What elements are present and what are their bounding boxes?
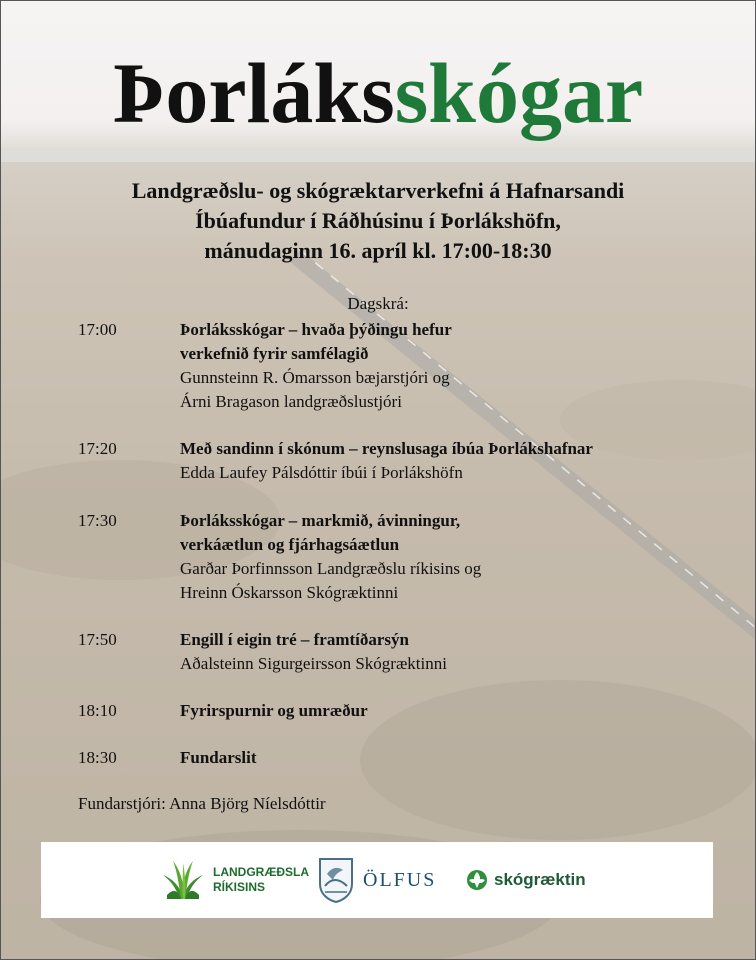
olfus-logo	[317, 842, 436, 918]
agenda-topic: Fyrirspurnir og umræður	[180, 701, 368, 720]
agenda-time: 17:30	[78, 511, 117, 530]
agenda-content	[180, 628, 700, 676]
agenda-topic: verkefnið fyrir samfélagið	[180, 344, 369, 363]
agenda-content	[180, 437, 700, 485]
subtitle-line-2: Íbúafundur í Ráðhúsinu í Þorlákshöfn,	[195, 208, 561, 233]
landgraedsla-line-1: LANDGRÆÐSLA	[213, 865, 309, 879]
agenda-content	[180, 699, 700, 723]
title-part-dark: Þorláks	[112, 45, 395, 141]
crest-icon	[317, 856, 355, 904]
olfus-wordmark: ÖLFUS	[363, 868, 437, 891]
agenda-time: 18:10	[78, 701, 117, 720]
title-part-green: skógar	[394, 45, 644, 141]
agenda-speaker: Gunnsteinn R. Ómarsson bæjarstjóri og	[180, 368, 450, 387]
agenda-topic: Þorláksskógar – hvaða þýðingu hefur	[180, 320, 452, 339]
agenda-topic: Með sandinn í skónum – reynslusaga íbúa Þorlákshafnar	[180, 439, 593, 458]
agenda-time: 17:50	[78, 630, 117, 649]
poster-title	[0, 45, 756, 141]
agenda-topic: Fundarslit	[180, 748, 257, 767]
agenda-content	[180, 318, 700, 414]
skograektin-logo	[466, 842, 586, 918]
agenda-speaker: Hreinn Óskarsson Skógræktinni	[180, 583, 399, 602]
agenda-topic: Engill í eigin tré – framtíðarsýn	[180, 630, 410, 649]
agenda-heading: Dagskrá:	[347, 294, 409, 313]
agenda-speaker: Aðalsteinn Sigurgeirsson Skógræktinni	[180, 654, 447, 673]
agenda-content	[180, 509, 700, 605]
subtitle-line-1: Landgræðslu- og skógræktarverkefni á Hafnarsandi	[131, 178, 625, 203]
meeting-chair: Fundarstjóri: Anna Björg Níelsdóttir	[78, 794, 326, 813]
leaf-icon	[466, 869, 488, 891]
subtitle-line-3: mánudaginn 16. apríl kl. 17:00-18:30	[204, 238, 552, 263]
skograektin-wordmark: skógræktin	[494, 870, 586, 889]
agenda-content	[180, 746, 700, 770]
agenda-time: 18:30	[78, 748, 117, 767]
agenda-topic: Þorláksskógar – markmið, ávinningur,	[180, 511, 461, 530]
grass-tuft-icon	[159, 859, 207, 901]
agenda-time: 17:20	[78, 439, 117, 458]
landgraedsla-logo	[159, 842, 309, 918]
logo-strip	[41, 842, 713, 918]
agenda-speaker: Edda Laufey Pálsdóttir íbúi í Þorlákshöfn	[180, 463, 463, 482]
agenda-speaker: Garðar Þorfinnsson Landgræðslu ríkisins og	[180, 559, 482, 578]
landgraedsla-line-2: RÍKISINS	[213, 880, 266, 894]
agenda-time: 17:00	[78, 320, 117, 339]
agenda-topic: verkáætlun og fjárhagsáætlun	[180, 535, 400, 554]
landgraedsla-wordmark	[213, 865, 309, 895]
agenda-speaker: Árni Bragason landgræðslustjóri	[180, 392, 402, 411]
